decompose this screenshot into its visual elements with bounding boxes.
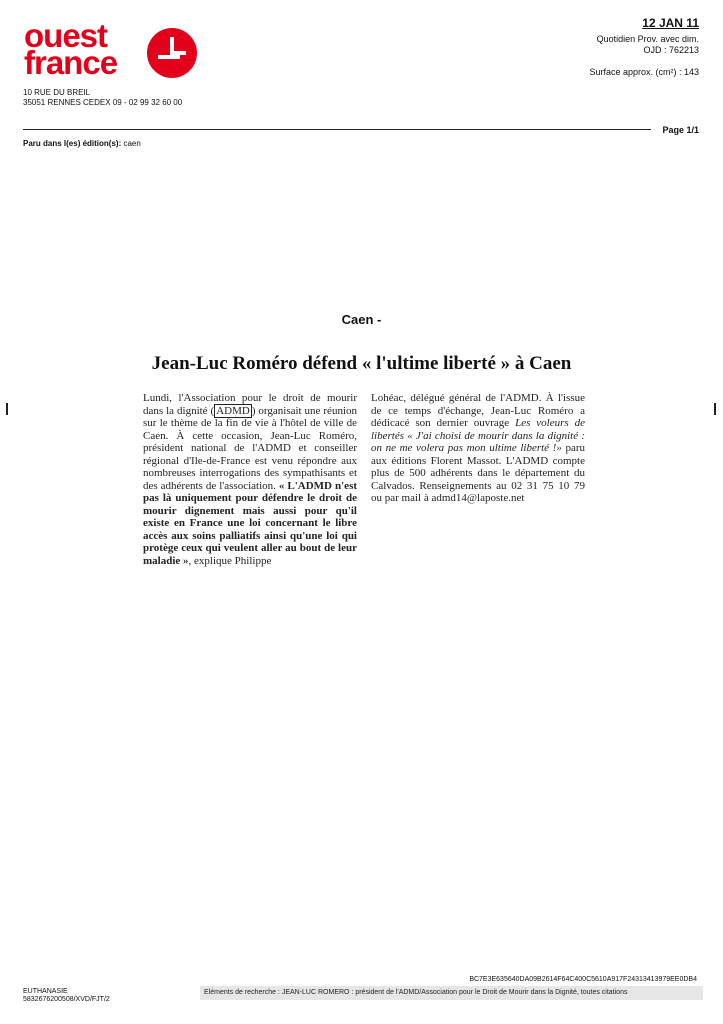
address-line-1: 10 RUE DU BREIL xyxy=(23,88,91,97)
book-title: Les voleurs de libertés « J'ai choisi de mourir dans la dignité : on ne me volera pas mon ultime liberté !» xyxy=(371,417,585,454)
article-column-left xyxy=(143,392,357,567)
right-text-1: Lohéac, délégué général de l'ADMD. À l'issue de ce temps d'échange, Jean-Luc Roméro a dédicacé son dernier ouvrage xyxy=(371,392,585,429)
right-text-2: paru aux éditions Florent Massot. L'ADMD compte plus de 500 adhérents dans le département du Calvados. Renseignements au 02 31 75 10 79 ou par mail à admd14@laposte.net xyxy=(371,442,586,504)
logo-line-1: ouest xyxy=(24,17,108,54)
logo-circle-icon xyxy=(146,27,198,79)
article-headline: Jean-Luc Roméro défend « l'ultime liberté » à Caen xyxy=(151,353,572,374)
header-rule xyxy=(23,129,651,130)
surface-area: Surface approx. (cm²) : 143 xyxy=(589,67,699,77)
footer-tags xyxy=(23,988,110,1004)
article-column-right xyxy=(371,392,585,505)
address-line-2: 35051 RENNES CEDEX 09 - 02 99 32 60 00 xyxy=(23,98,183,107)
admd-highlight: ADMD xyxy=(216,404,250,417)
ojd-circulation: OJD : 762213 xyxy=(643,45,699,55)
section-heading: Caen - xyxy=(341,312,382,327)
editions-label: Paru dans l(es) édition(s): xyxy=(23,139,122,148)
left-text-1: Lundi, l'Association pour le droit de mourir dans la dignité ( xyxy=(143,392,357,417)
footer-tag-1: EUTHANASIE xyxy=(23,988,68,995)
left-text-2: ) organisait une réunion sur le thème de la fin de vie à l'hôtel de ville de Caen. À cette occasion, Jean-Luc Roméro, président national de l'ADMD et conseiller régional d'Ile-de-France est venu répondre aux nombreuses interrogations des sympathisants et des adhérents de l'association. xyxy=(143,404,357,492)
left-text-3: , explique Philippe xyxy=(188,554,272,567)
left-quote: « L'ADMD n'est pas là uniquement pour défendre le droit de mourir dignement mais aussi pour qu'il existe en France une loi concernant le libre accès aux soins palliatifs ainsi qu'une loi qui protège ceux qui veulent aller au bout de leur maladie » xyxy=(143,479,358,567)
footer-tag-2: 5832676200508/XVD/FJT/2 xyxy=(23,996,110,1003)
editions-value: caen xyxy=(123,139,141,148)
logo-line-2: france xyxy=(24,44,118,81)
editions-line xyxy=(23,139,141,148)
periodicity: Quotidien Prov. avec dim. xyxy=(596,34,699,44)
publication-date: 12 JAN 11 xyxy=(642,16,699,30)
page-number: Page 1/1 xyxy=(662,125,699,135)
document-hash: BC7E3E635640DA09B2614F64C400C5610A917F24313413979EE0DB4 xyxy=(469,976,697,983)
right-margin-marker xyxy=(714,403,716,415)
ouest-france-logo xyxy=(24,17,154,81)
left-margin-marker xyxy=(6,403,8,415)
search-elements-bar: Eléments de recherche : JEAN-LUC ROMERO : président de l'ADMD/Association pour le Droit de Mourir dans la Dignité, toutes citations xyxy=(200,986,703,1000)
